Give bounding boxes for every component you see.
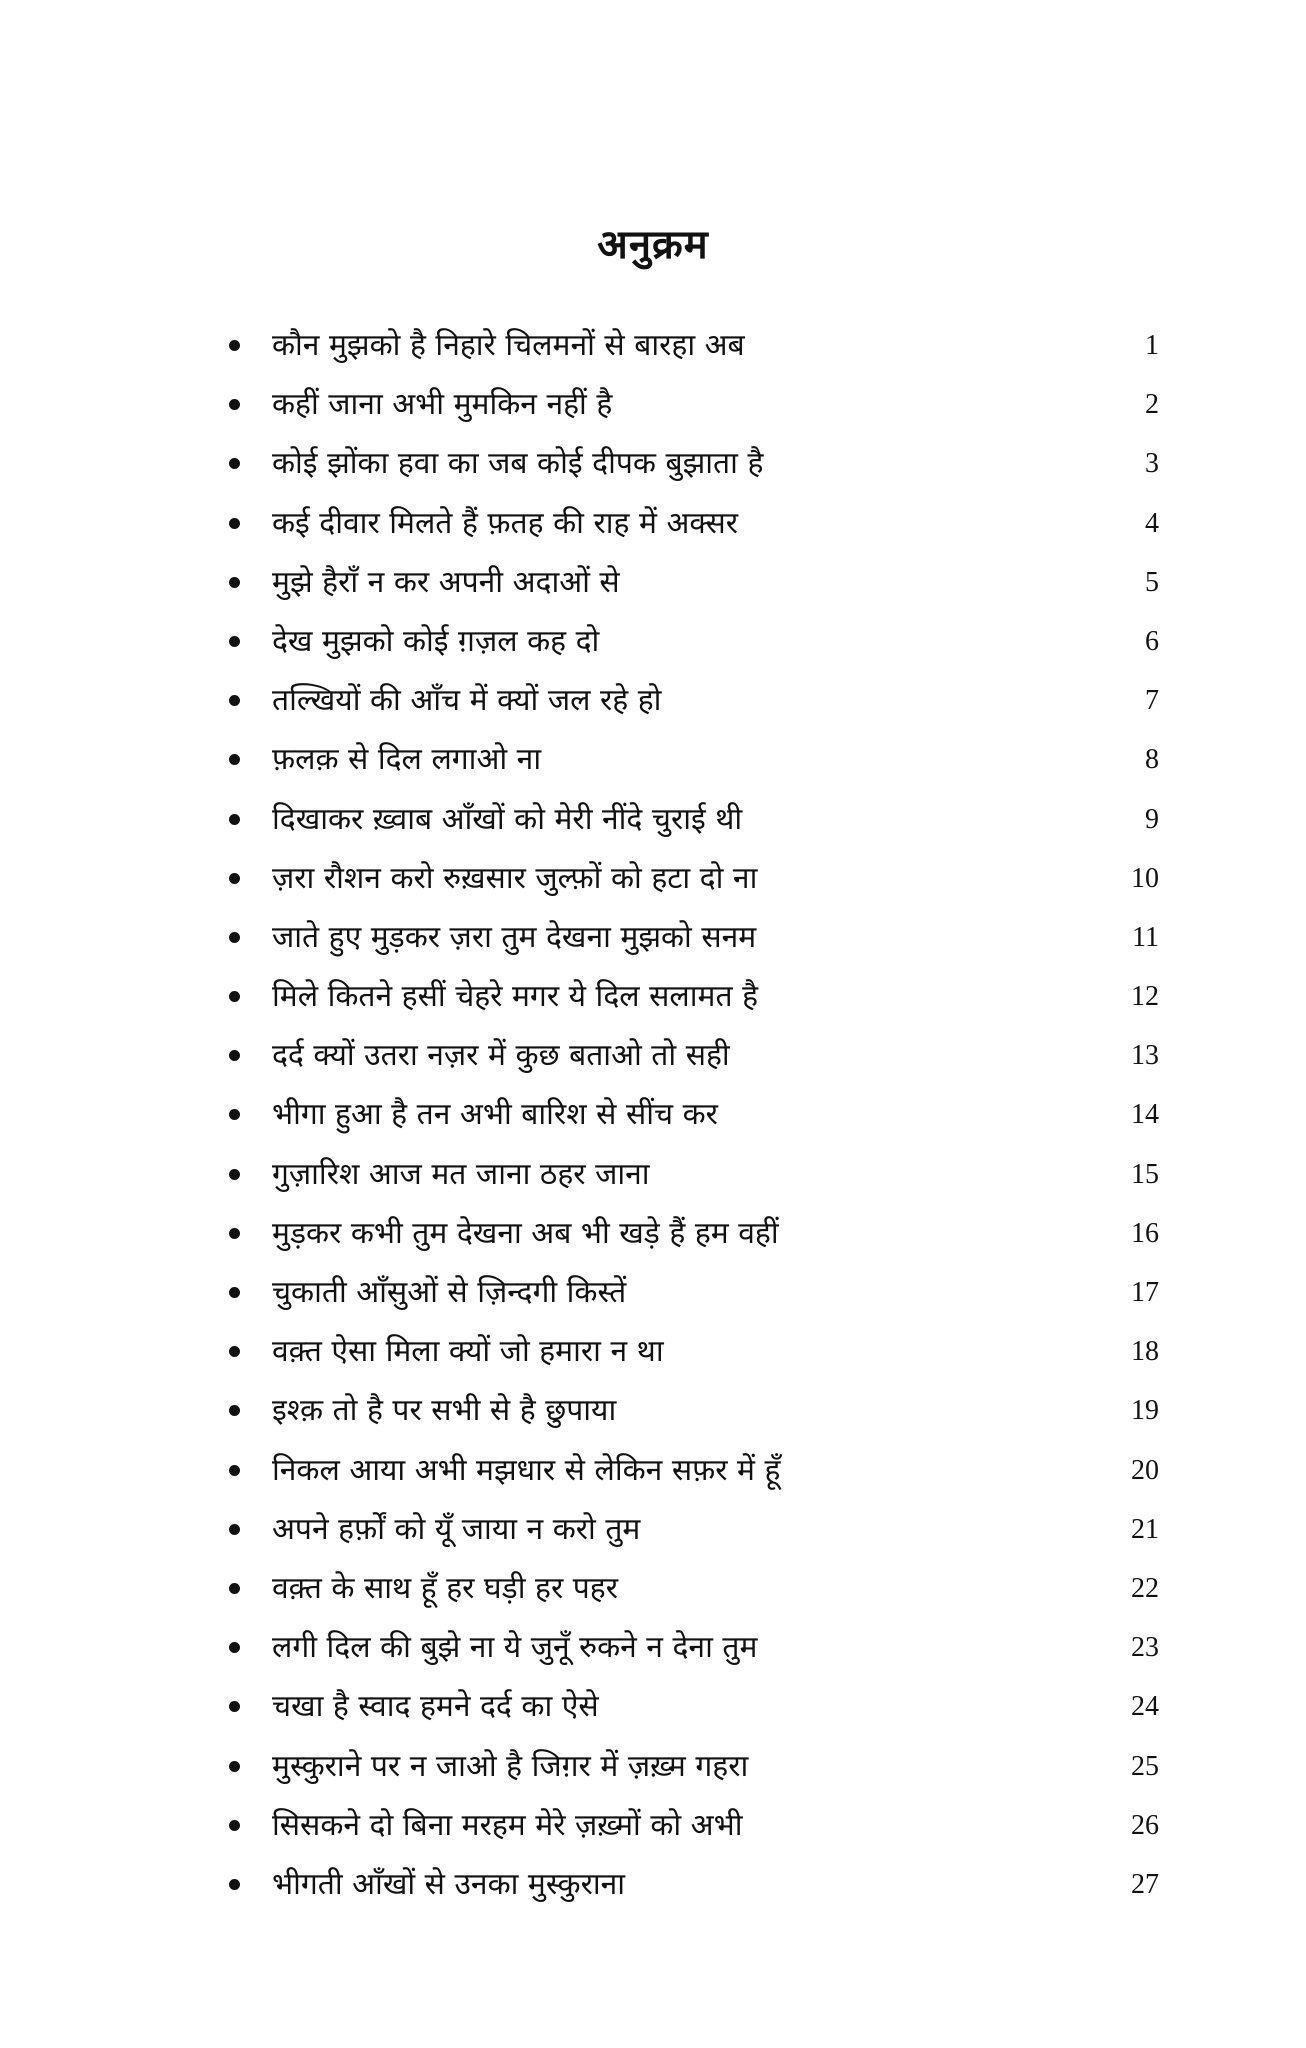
toc-entry-title: भीगती आँखों से उनका मुस्कुराना [272, 1866, 626, 1902]
bullet-icon [229, 1879, 240, 1890]
toc-entry [0, 790, 1306, 849]
toc-entry-page-number: 24 [1131, 1691, 1159, 1723]
bullet-icon [229, 1346, 240, 1357]
toc-entry-title: इश्क़ तो है पर सभी से है छुपाया [272, 1393, 617, 1429]
toc-entry-title: दिखाकर ख़्वाब आँखों को मेरी नींदे चुराई थी [272, 801, 743, 837]
toc-entry-page-number: 1 [1145, 330, 1159, 361]
toc-entry-page-number: 23 [1131, 1632, 1159, 1664]
toc-entry [0, 1677, 1306, 1736]
bullet-icon [229, 458, 240, 469]
toc-entry [0, 1145, 1306, 1204]
toc-entry-page-number: 11 [1132, 921, 1159, 953]
toc-entry-title: मुस्कुराने पर न जाओ है जिग़र में ज़ख़्म गहरा [272, 1748, 749, 1784]
toc-entry-title: ज़रा रौशन करो रुख़सार जुल्फ़ों को हटा दो ना [272, 860, 758, 896]
toc-entry-page-number: 10 [1131, 862, 1159, 894]
toc-entry-title: कौन मुझको है निहारे चिलमनों से बारहा अब [272, 328, 745, 363]
toc-entry-page-number: 9 [1145, 803, 1159, 835]
toc-entry-title: कहीं जाना अभी मुमकिन नहीं है [272, 387, 613, 423]
bullet-icon [229, 814, 240, 825]
bullet-icon [229, 1465, 240, 1476]
bullet-icon [229, 399, 240, 410]
toc-entry [0, 612, 1306, 671]
bullet-icon [229, 754, 240, 765]
toc-entry-page-number: 16 [1131, 1217, 1159, 1249]
toc-entry-title: तल्खियों की आँच में क्यों जल रहे हो [272, 683, 662, 719]
toc-entry-page-number: 25 [1131, 1750, 1159, 1782]
page-title: अनुक्रम [597, 222, 709, 268]
toc-entry [0, 1263, 1306, 1322]
toc-entry-title: कई दीवार मिलते हैं फ़तह की राह में अक्सर [272, 505, 739, 541]
toc-entry-page-number: 20 [1131, 1454, 1159, 1486]
toc-entry [0, 375, 1306, 434]
bullet-icon [229, 1820, 240, 1831]
bullet-icon [229, 1524, 240, 1535]
toc-entry-page-number: 3 [1145, 448, 1159, 480]
toc-entry-title: मुझे हैराँ न कर अपनी अदाओं से [272, 564, 620, 600]
toc-entry [0, 1500, 1306, 1559]
toc-entry-page-number: 13 [1131, 1040, 1159, 1072]
toc-entry [0, 908, 1306, 967]
toc-entry [0, 1026, 1306, 1085]
toc-entry-page-number: 21 [1131, 1513, 1159, 1545]
bullet-icon [229, 1642, 240, 1653]
bullet-icon [229, 1109, 240, 1120]
toc-entry-title: चुकाती आँसुओं से ज़िन्दगी किस्तें [272, 1275, 627, 1310]
table-of-contents [0, 316, 1306, 1914]
bullet-icon [229, 1050, 240, 1061]
toc-entry-title: मिले कितने हसीं चेहरे मगर ये दिल सलामत है [272, 979, 759, 1015]
toc-entry-title: जाते हुए मुड़कर ज़रा तुम देखना मुझको सनम [272, 919, 757, 955]
toc-entry-title: कोई झोंका हवा का जब कोई दीपक बुझाता है [272, 446, 764, 482]
toc-entry-page-number: 12 [1131, 981, 1159, 1013]
toc-entry [0, 553, 1306, 612]
toc-entry-page-number: 26 [1131, 1809, 1159, 1841]
toc-entry-page-number: 2 [1145, 389, 1159, 421]
toc-entry-title: सिसकने दो बिना मरहम मेरे ज़ख़्मों को अभी [272, 1807, 743, 1843]
toc-entry-title: देख मुझको कोई ग़ज़ल कह दो [272, 623, 600, 659]
toc-entry [0, 849, 1306, 908]
toc-entry-page-number: 27 [1131, 1868, 1159, 1900]
toc-entry-title: मुड़कर कभी तुम देखना अब भी खड़े हैं हम वहीं [272, 1215, 779, 1251]
bullet-icon [229, 1405, 240, 1416]
toc-entry [0, 1381, 1306, 1440]
bullet-icon [229, 1169, 240, 1180]
bullet-icon [229, 636, 240, 647]
bullet-icon [229, 695, 240, 706]
toc-entry-page-number: 17 [1131, 1277, 1159, 1308]
toc-entry [0, 1737, 1306, 1796]
toc-entry-title: अपने हर्फ़ों को यूँ जाया न करो तुम [272, 1511, 641, 1547]
toc-entry-page-number: 22 [1131, 1572, 1159, 1604]
toc-entry [0, 1085, 1306, 1144]
bullet-icon [229, 1701, 240, 1712]
toc-entry [0, 730, 1306, 789]
toc-entry-title: फ़लक़ से दिल लगाओ ना [272, 742, 542, 778]
toc-entry-page-number: 7 [1145, 685, 1159, 717]
toc-entry [0, 1559, 1306, 1618]
toc-entry [0, 434, 1306, 493]
bullet-icon [229, 340, 240, 351]
toc-entry [0, 967, 1306, 1026]
toc-entry-title: दर्द क्यों उतरा नज़र में कुछ बताओ तो सही [272, 1038, 730, 1074]
toc-entry-title: भीगा हुआ है तन अभी बारिश से सींच कर [272, 1097, 718, 1133]
bullet-icon [229, 932, 240, 943]
toc-entry [0, 671, 1306, 730]
toc-entry-page-number: 6 [1145, 625, 1159, 657]
bullet-icon [229, 873, 240, 884]
toc-entry-title: निकल आया अभी मझधार से लेकिन सफ़र में हूँ [272, 1452, 781, 1488]
toc-entry [0, 494, 1306, 553]
toc-entry-page-number: 18 [1131, 1336, 1159, 1368]
toc-entry-title: वक़्त के साथ हूँ हर घड़ी हर पहर [272, 1570, 618, 1606]
toc-entry-title: लगी दिल की बुझे ना ये जुनूँ रुकने न देना तुम [272, 1630, 758, 1666]
toc-entry-page-number: 19 [1131, 1395, 1159, 1427]
bullet-icon [229, 1583, 240, 1594]
bullet-icon [229, 1287, 240, 1298]
toc-entry-page-number: 14 [1131, 1099, 1159, 1131]
bullet-icon [229, 1228, 240, 1239]
toc-entry-page-number: 15 [1131, 1158, 1159, 1190]
toc-entry [0, 1796, 1306, 1855]
toc-entry-title: चखा है स्वाद हमने दर्द का ऐसे [272, 1689, 599, 1725]
toc-entry-title: वक़्त ऐसा मिला क्यों जो हमारा न था [272, 1334, 664, 1370]
bullet-icon [229, 577, 240, 588]
toc-entry-page-number: 8 [1145, 744, 1159, 776]
toc-entry [0, 1618, 1306, 1677]
toc-entry [0, 1322, 1306, 1381]
bullet-icon [229, 991, 240, 1002]
toc-entry [0, 1204, 1306, 1263]
toc-entry-page-number: 4 [1145, 507, 1159, 539]
toc-entry-page-number: 5 [1145, 566, 1159, 598]
toc-entry [0, 1441, 1306, 1500]
toc-entry [0, 1855, 1306, 1914]
toc-entry-title: गुज़ारिश आज मत जाना ठहर जाना [272, 1156, 650, 1192]
toc-entry [0, 316, 1306, 375]
bullet-icon [229, 518, 240, 529]
bullet-icon [229, 1761, 240, 1772]
